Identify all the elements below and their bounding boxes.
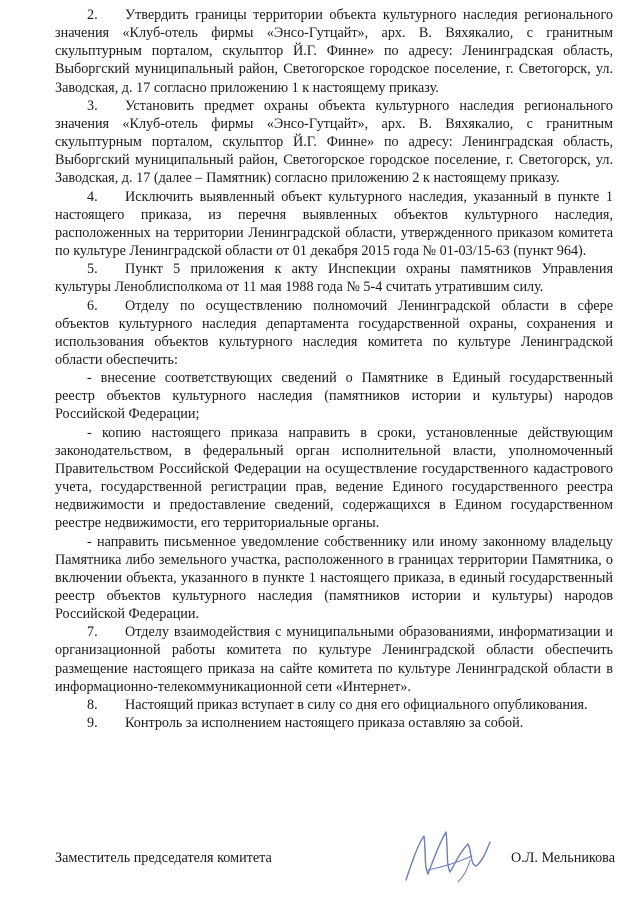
paragraph-9 xyxy=(55,714,613,732)
signer-name: О.Л. Мельникова xyxy=(510,850,615,866)
paragraph-6-item-registry xyxy=(55,369,613,423)
paragraph-number: 5. xyxy=(87,261,98,278)
paragraph-text: Утвердить границы территории объекта культурного наследия регионального значения «Клуб-отель фирмы «Энсо-Гутцайт», арх. В. Вяхякалио, с гранитным скульптурным порталом, скульптор Й.Г. Финне» по адресу: Ленинградская область, Выборгский муниципальный район, Светогорское городское поселение, г. Светогорск, ул. Заводская, д. 17 согласно приложению 1 к настоящему приказу. xyxy=(55,7,613,96)
paragraph-text: Исключить выявленный объект культурного наследия, указанный в пункте 1 настоящего приказа, из перечня выявленных объектов культурного наследия, расположенных на территории Ленинградской области, утвержденного приказом комитета по культуре Ленинградской области от 01 декабря 2015 года № 01-03/15-63 (пункт 964). xyxy=(55,188,613,260)
paragraph-3 xyxy=(55,97,613,188)
paragraph-number: 4. xyxy=(87,188,98,205)
signature-block xyxy=(55,850,615,880)
paragraph-5 xyxy=(55,260,613,296)
paragraph-6 xyxy=(55,297,613,370)
paragraph-number: 2. xyxy=(87,7,98,23)
paragraph-text: Контроль за исполнением настоящего приказа оставляю за собой. xyxy=(125,715,524,732)
paragraph-number: 9. xyxy=(87,715,98,732)
paragraph-text: - внесение соответствующих сведений о Памятнике в Единый государственный реестр объектов культурного наследия (памятников истории и культуры) народов Российской Федерации; xyxy=(55,370,613,423)
paragraph-8 xyxy=(55,696,613,714)
paragraph-text: Пункт 5 приложения к акту Инспекции охраны памятников Управления культуры Леноблисполкома от 11 мая 1988 года № 5-4 считать утратившим силу. xyxy=(55,261,613,296)
paragraph-6-item-notice xyxy=(55,533,613,624)
paragraph-number: 3. xyxy=(87,97,98,114)
paragraph-text: Отделу взаимодействия с муниципальными образованиями, информатизации и организационной работы комитета по культуре Ленинградской области обеспечить размещение настоящего приказа на сайте комитета по культуре Ленинградской области в информационно-телекоммуникационной сети «Интернет». xyxy=(55,624,613,695)
paragraph-text: - направить письменное уведомление собственнику или иному законному владельцу Памятника либо земельного участка, расположенного в границах территории Памятника, о включении объекта, указанного в пункте 1 настоящего приказа, в единый государственный реестр объектов культурного наследия (памятников истории и культуры) народов Российской Федерации. xyxy=(55,533,613,623)
paragraph-number: 6. xyxy=(87,297,98,314)
paragraph-2 xyxy=(55,6,613,97)
paragraph-7 xyxy=(55,623,613,696)
paragraph-6-item-copy xyxy=(55,424,613,533)
paragraph-number: 8. xyxy=(87,696,98,713)
paragraph-number: 7. xyxy=(87,624,98,641)
paragraph-4 xyxy=(55,188,613,261)
paragraph-text: Установить предмет охраны объекта культурного наследия регионального значения «Клуб-отель фирмы «Энсо-Гутцайт», арх. В. Вяхякалио, с гранитным скульптурным порталом, скульптор Й.Г. Финне» по адресу: Ленинградская область, Выборгский муниципальный район, Светогорское городское поселение, г. Светогорск, ул. Заводская, д. 17 (далее – Памятник) согласно приложению 2 к настоящему приказу. xyxy=(55,97,613,187)
paragraph-text: Отделу по осуществлению полномочий Ленинградской области в сфере объектов культурного наследия департамента государственной охраны, сохранения и использования объектов культурного наследия комитета по культуре Ленинградской области обеспечить: xyxy=(55,297,613,368)
paragraph-text: Настоящий приказ вступает в силу со дня его официального опубликования. xyxy=(125,696,588,713)
paragraph-text: - копию настоящего приказа направить в сроки, установленные действующим законодательством, в федеральный орган исполнительной власти, уполномоченный Правительством Российской Федерации на осуществление государственного кадастрового учета, государственной регистрации прав, ведение Единого государственного реестра недвижимости и предоставление сведений, содержащихся в Едином государственном реестре недвижимости, его территориальные органы. xyxy=(55,424,613,532)
signer-position: Заместитель председателя комитета xyxy=(55,850,272,866)
order-body xyxy=(55,6,613,732)
